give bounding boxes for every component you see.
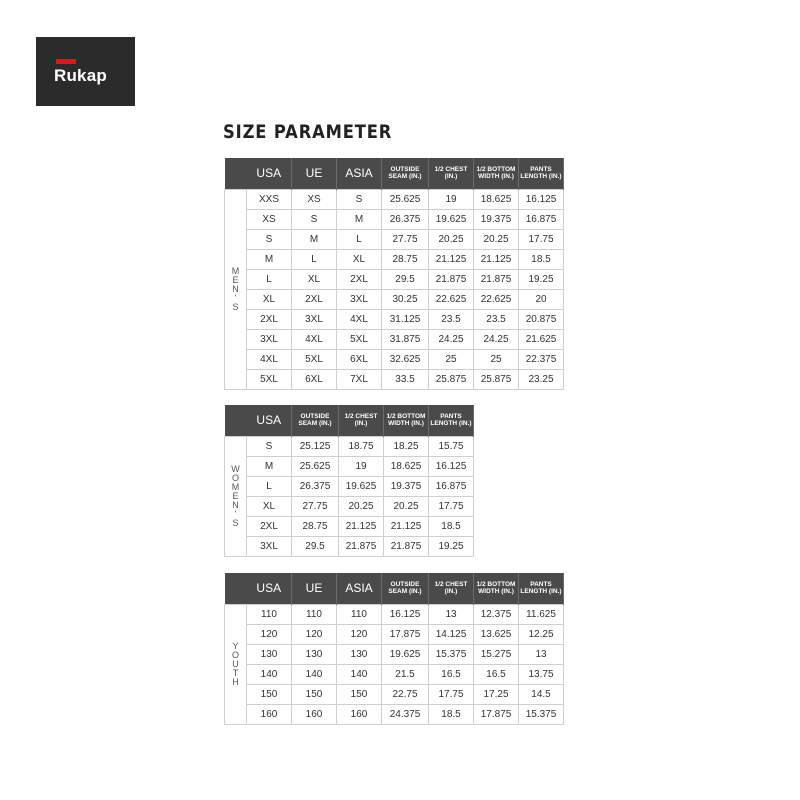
- table-cell: 15.275: [474, 644, 519, 664]
- table-cell: 17.75: [519, 229, 564, 249]
- table-cell: 6XL: [292, 369, 337, 389]
- column-header: UE: [292, 573, 337, 604]
- side-label-letter: T: [232, 667, 239, 678]
- table-cell: 21.125: [474, 249, 519, 269]
- womens-table-grid: [224, 405, 474, 557]
- table-cell: 13.75: [519, 664, 564, 684]
- table-cell: 16.125: [382, 604, 429, 624]
- table-cell: 20.25: [429, 229, 474, 249]
- table-cell: 5XL: [292, 349, 337, 369]
- table-cell: 19.25: [429, 536, 474, 556]
- table-cell: 17.75: [429, 684, 474, 704]
- table-cell: 29.5: [292, 536, 339, 556]
- column-header: USA: [247, 573, 292, 604]
- table-cell: 2XL: [337, 269, 382, 289]
- table-row: [225, 496, 474, 516]
- column-header: 1/2 CHEST (IN.): [429, 158, 474, 189]
- side-label-letter: U: [232, 658, 239, 669]
- table-cell: 17.25: [474, 684, 519, 704]
- table-row: [225, 249, 564, 269]
- table-cell: 20.25: [384, 496, 429, 516]
- side-label-letter: ': [234, 508, 237, 519]
- column-header: 1/2 CHEST (IN.): [429, 573, 474, 604]
- table-row: [225, 604, 564, 624]
- table-cell: 20.25: [339, 496, 384, 516]
- table-cell: L: [247, 476, 292, 496]
- table-cell: 21.125: [339, 516, 384, 536]
- table-row: [225, 229, 564, 249]
- table-cell: 13: [429, 604, 474, 624]
- side-label-letter: ': [234, 292, 237, 303]
- table-cell: XS: [247, 209, 292, 229]
- table-row: [225, 684, 564, 704]
- table-row: [225, 309, 564, 329]
- table-row: [225, 516, 474, 536]
- side-label-letter: H: [232, 676, 239, 687]
- column-header: 1/2 BOTTOM WIDTH (IN.): [474, 158, 519, 189]
- table-cell: 16.125: [519, 189, 564, 209]
- table-cell: 160: [292, 704, 337, 724]
- table-cell: 18.5: [429, 516, 474, 536]
- table-cell: 25: [474, 349, 519, 369]
- youth-side-label: [225, 604, 247, 724]
- column-header: USA: [247, 405, 292, 436]
- table-cell: 19.625: [382, 644, 429, 664]
- table-cell: 15.375: [429, 644, 474, 664]
- table-cell: 25: [429, 349, 474, 369]
- table-cell: 21.125: [429, 249, 474, 269]
- womens-size-table: [224, 405, 474, 557]
- column-header: PANTS LENGTH (IN.): [519, 573, 564, 604]
- table-cell: 31.125: [382, 309, 429, 329]
- header-row: [225, 158, 564, 189]
- table-row: [225, 456, 474, 476]
- side-label-letter: S: [232, 301, 239, 312]
- table-cell: 14.5: [519, 684, 564, 704]
- table-cell: 25.625: [292, 456, 339, 476]
- table-cell: XL: [337, 249, 382, 269]
- header-corner: [225, 405, 247, 436]
- table-cell: 19.375: [384, 476, 429, 496]
- table-cell: 5XL: [247, 369, 292, 389]
- table-cell: 120: [292, 624, 337, 644]
- table-cell: 140: [247, 664, 292, 684]
- side-label-letter: O: [231, 472, 239, 483]
- side-label-letter: E: [232, 490, 239, 501]
- table-cell: 20: [519, 289, 564, 309]
- table-row: [225, 189, 564, 209]
- table-cell: 19.625: [429, 209, 474, 229]
- table-cell: 3XL: [247, 329, 292, 349]
- table-cell: 11.625: [519, 604, 564, 624]
- table-cell: 27.75: [382, 229, 429, 249]
- table-cell: 15.75: [429, 436, 474, 456]
- side-label-letter: M: [231, 481, 240, 492]
- header-row: [225, 405, 474, 436]
- column-header: PANTS LENGTH (IN.): [429, 405, 474, 436]
- table-cell: 12.25: [519, 624, 564, 644]
- table-row: [225, 704, 564, 724]
- column-header: 1/2 BOTTOM WIDTH (IN.): [474, 573, 519, 604]
- table-row: [225, 624, 564, 644]
- table-cell: 2XL: [247, 309, 292, 329]
- table-cell: 16.875: [429, 476, 474, 496]
- side-label-letter: N: [232, 283, 239, 294]
- table-cell: 110: [292, 604, 337, 624]
- table-cell: 17.875: [382, 624, 429, 644]
- table-cell: 22.375: [519, 349, 564, 369]
- table-cell: 32.625: [382, 349, 429, 369]
- table-cell: 21.875: [384, 536, 429, 556]
- table-cell: 4XL: [337, 309, 382, 329]
- table-cell: 19.375: [474, 209, 519, 229]
- column-header: OUTSIDE SEAM (IN.): [382, 158, 429, 189]
- table-row: [225, 329, 564, 349]
- table-row: [225, 269, 564, 289]
- table-cell: 13: [519, 644, 564, 664]
- column-header: 1/2 CHEST (IN.): [339, 405, 384, 436]
- table-cell: 4XL: [292, 329, 337, 349]
- header-corner: [225, 158, 247, 189]
- table-cell: 16.5: [429, 664, 474, 684]
- mens-table-grid: [224, 158, 564, 390]
- table-cell: 22.75: [382, 684, 429, 704]
- table-cell: 18.5: [519, 249, 564, 269]
- table-cell: 3XL: [337, 289, 382, 309]
- logo-red-bar: [56, 59, 76, 64]
- table-row: [225, 289, 564, 309]
- table-cell: 23.5: [429, 309, 474, 329]
- side-label-letter: N: [232, 499, 239, 510]
- table-cell: 33.5: [382, 369, 429, 389]
- table-cell: 2XL: [292, 289, 337, 309]
- table-cell: XS: [292, 189, 337, 209]
- column-header: ASIA: [337, 573, 382, 604]
- table-cell: 22.625: [474, 289, 519, 309]
- table-cell: M: [247, 456, 292, 476]
- table-cell: 150: [292, 684, 337, 704]
- logo-text: Rukap: [54, 66, 107, 85]
- rukap-logo: [36, 37, 135, 106]
- table-cell: 19: [429, 189, 474, 209]
- table-cell: 12.375: [474, 604, 519, 624]
- table-cell: XL: [292, 269, 337, 289]
- table-cell: L: [292, 249, 337, 269]
- table-cell: 21.875: [474, 269, 519, 289]
- table-cell: 28.75: [292, 516, 339, 536]
- table-cell: 24.25: [474, 329, 519, 349]
- table-cell: 13.625: [474, 624, 519, 644]
- header-row: [225, 573, 564, 604]
- table-cell: 20.875: [519, 309, 564, 329]
- table-cell: 7XL: [337, 369, 382, 389]
- table-cell: 130: [247, 644, 292, 664]
- table-row: [225, 644, 564, 664]
- table-cell: 22.625: [429, 289, 474, 309]
- table-row: [225, 209, 564, 229]
- table-cell: 26.375: [292, 476, 339, 496]
- table-cell: 23.5: [474, 309, 519, 329]
- column-header: OUTSIDE SEAM (IN.): [382, 573, 429, 604]
- table-cell: 21.875: [429, 269, 474, 289]
- column-header: 1/2 BOTTOM WIDTH (IN.): [384, 405, 429, 436]
- table-cell: 18.75: [339, 436, 384, 456]
- column-header: USA: [247, 158, 292, 189]
- table-cell: 21.5: [382, 664, 429, 684]
- table-cell: 25.875: [474, 369, 519, 389]
- table-cell: 18.625: [474, 189, 519, 209]
- table-cell: 120: [337, 624, 382, 644]
- table-cell: 21.625: [519, 329, 564, 349]
- table-cell: 16.875: [519, 209, 564, 229]
- table-cell: 25.875: [429, 369, 474, 389]
- table-cell: 150: [337, 684, 382, 704]
- table-row: [225, 476, 474, 496]
- table-cell: 20.25: [474, 229, 519, 249]
- table-cell: L: [337, 229, 382, 249]
- table-cell: L: [247, 269, 292, 289]
- table-cell: 25.625: [382, 189, 429, 209]
- table-cell: M: [337, 209, 382, 229]
- table-cell: 18.25: [384, 436, 429, 456]
- side-label-letter: O: [231, 649, 239, 660]
- column-header: UE: [292, 158, 337, 189]
- table-cell: 160: [247, 704, 292, 724]
- table-cell: 24.375: [382, 704, 429, 724]
- table-cell: 24.25: [429, 329, 474, 349]
- table-row: [225, 536, 474, 556]
- table-row: [225, 349, 564, 369]
- table-cell: 28.75: [382, 249, 429, 269]
- table-cell: S: [247, 436, 292, 456]
- table-cell: 21.875: [339, 536, 384, 556]
- table-cell: 2XL: [247, 516, 292, 536]
- table-cell: 150: [247, 684, 292, 704]
- table-cell: 6XL: [337, 349, 382, 369]
- table-cell: 21.125: [384, 516, 429, 536]
- table-cell: 31.875: [382, 329, 429, 349]
- youth-table-grid: [224, 573, 564, 725]
- table-cell: XL: [247, 289, 292, 309]
- table-cell: 130: [337, 644, 382, 664]
- table-cell: 30.25: [382, 289, 429, 309]
- table-cell: XL: [247, 496, 292, 516]
- table-cell: 110: [337, 604, 382, 624]
- header-corner: [225, 573, 247, 604]
- table-cell: S: [292, 209, 337, 229]
- side-label-letter: E: [232, 274, 239, 285]
- youth-size-table: [224, 573, 564, 725]
- table-cell: XXS: [247, 189, 292, 209]
- table-cell: S: [247, 229, 292, 249]
- table-cell: 26.375: [382, 209, 429, 229]
- table-cell: 18.5: [429, 704, 474, 724]
- table-cell: 3XL: [247, 536, 292, 556]
- mens-side-label: [225, 189, 247, 389]
- table-cell: M: [292, 229, 337, 249]
- column-header: ASIA: [337, 158, 382, 189]
- table-row: [225, 436, 474, 456]
- page-title: SIZE PARAMETER: [223, 121, 393, 143]
- table-cell: 110: [247, 604, 292, 624]
- side-label-letter: W: [231, 463, 240, 474]
- table-cell: 5XL: [337, 329, 382, 349]
- side-label-letter: Y: [232, 640, 239, 651]
- table-cell: 15.375: [519, 704, 564, 724]
- table-cell: 130: [292, 644, 337, 664]
- table-cell: 25.125: [292, 436, 339, 456]
- column-header: OUTSIDE SEAM (IN.): [292, 405, 339, 436]
- table-cell: 17.875: [474, 704, 519, 724]
- table-cell: 19: [339, 456, 384, 476]
- table-cell: 19.625: [339, 476, 384, 496]
- table-cell: 120: [247, 624, 292, 644]
- table-row: [225, 369, 564, 389]
- table-cell: 27.75: [292, 496, 339, 516]
- table-cell: 19.25: [519, 269, 564, 289]
- table-cell: 140: [292, 664, 337, 684]
- table-cell: S: [337, 189, 382, 209]
- table-row: [225, 664, 564, 684]
- table-cell: 17.75: [429, 496, 474, 516]
- womens-side-label: [225, 436, 247, 556]
- side-label-letter: M: [231, 265, 240, 276]
- mens-size-table: [224, 158, 564, 390]
- table-cell: 29.5: [382, 269, 429, 289]
- table-cell: 4XL: [247, 349, 292, 369]
- side-label-letter: S: [232, 517, 239, 528]
- table-cell: 23.25: [519, 369, 564, 389]
- table-cell: 140: [337, 664, 382, 684]
- table-cell: 3XL: [292, 309, 337, 329]
- table-cell: M: [247, 249, 292, 269]
- table-cell: 16.125: [429, 456, 474, 476]
- table-cell: 18.625: [384, 456, 429, 476]
- table-cell: 14.125: [429, 624, 474, 644]
- table-cell: 160: [337, 704, 382, 724]
- column-header: PANTS LENGTH (IN.): [519, 158, 564, 189]
- table-cell: 16.5: [474, 664, 519, 684]
